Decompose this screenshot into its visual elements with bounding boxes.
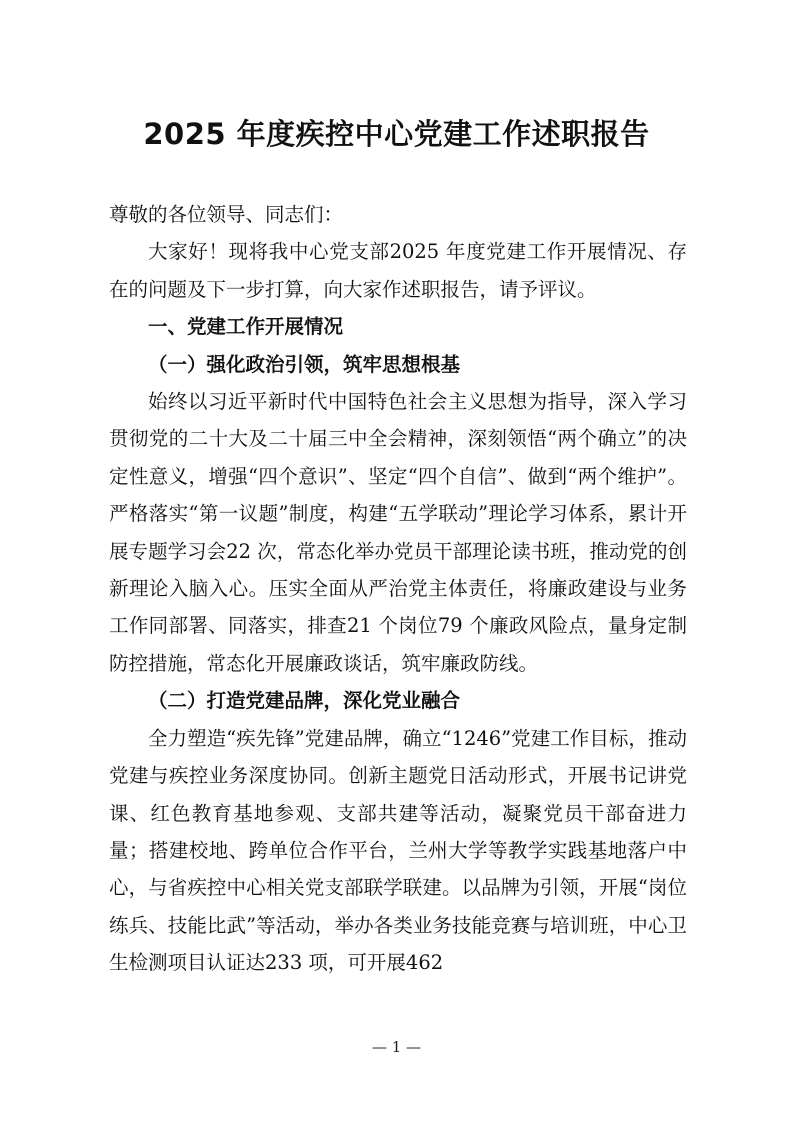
subsection-1-paragraph: 始终以习近平新时代中国特色社会主义思想为指导，深入学习贯彻党的二十大及二十届三中全会精神，深刻领悟“两个确立”的决定性意义，增强“四个意识”、坚定“四个自信”、做到“两个维护”。严格落实“第一议题”制度，构建“五学联动”理论学习体系，累计开展专题学习会22 次，常态化举办党员干部理论读书班，推动党的创新理论入脑入心。压实全面从严治党主体责任，将廉政建设与业务工作同部署、同落实，排查21 个岗位79 个廉政风险点，量身定制防控措施，常态化开展廉政谈话，筑牢廉政防线。 — [109, 390, 687, 675]
page-number: — 1 — — [371, 1038, 422, 1056]
document-body — [109, 196, 687, 982]
subsection-2-paragraph: 全力塑造“疾先锋”党建品牌，确立“1246”党建工作目标，推动党建与疾控业务深度协同。创新主题党日活动形式，开展书记讲党课、红色教育基地参观、支部共建等活动，凝聚党员干部奋进力量；搭建校地、跨单位合作平台，兰州大学等教学实践基地落户中心，与省疾控中心相关党支部联学联建。以品牌为引领，开展“岗位练兵、技能比武”等活动，举办各类业务技能竞赛与培训班，中心卫生检测项目认证达233 项，可开展462 — [109, 726, 687, 975]
intro-paragraph: 大家好！现将我中心党支部2025 年度党建工作开展情况、存在的问题及下一步打算，向大家作述职报告，请予评议。 — [109, 240, 687, 301]
subsection-heading-1: （一）强化政治引领，筑牢思想根基 — [148, 352, 461, 376]
section-heading-1: 一、党建工作开展情况 — [148, 315, 344, 339]
salutation: 尊敬的各位领导、同志们： — [109, 203, 344, 226]
document-title: 2025 年度疾控中心党建工作述职报告 — [143, 117, 650, 151]
subsection-heading-2: （二）打造党建品牌，深化党业融合 — [148, 689, 461, 713]
